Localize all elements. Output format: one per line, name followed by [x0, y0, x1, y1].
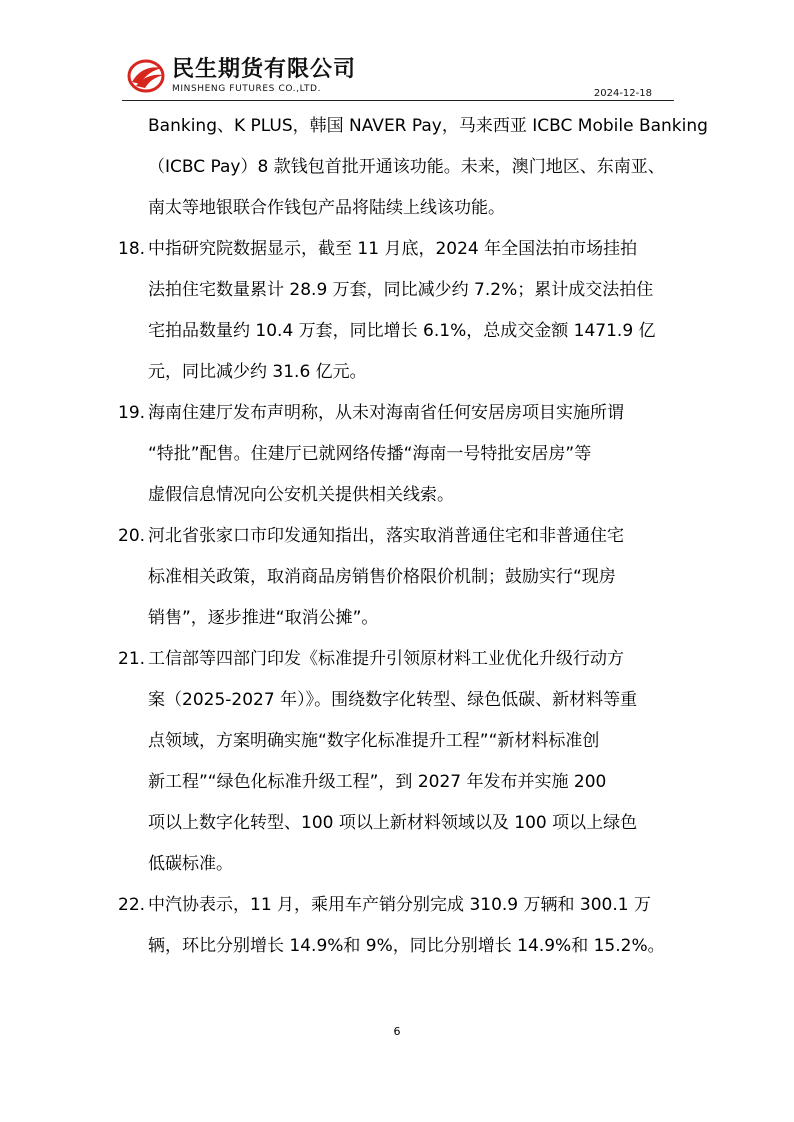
news-item-20 [118, 516, 678, 639]
item-17-continuation [118, 106, 708, 229]
item-text [148, 516, 678, 639]
text-line: 中指研究院数据显示，截至 11 月底，2024 年全国法拍市场挂拍 [148, 239, 638, 259]
text-line: 海南住建厅发布声明称，从未对海南省任何安居房项目实施所谓 [148, 403, 624, 423]
item-text [148, 393, 678, 516]
text-line: 低碳标准。 [148, 854, 233, 874]
report-date: 2024-12-18 [593, 88, 652, 99]
text-line: 虚假信息情况向公安机关提供相关线索。 [148, 485, 454, 505]
text-line: 法拍住宅数量累计 28.9 万套，同比减少约 7.2%；累计成交法拍住 [148, 280, 654, 300]
item-text [148, 885, 678, 967]
news-item-18 [118, 229, 678, 393]
company-name-cn: 民生期货有限公司 [172, 57, 357, 82]
text-line: Banking、K PLUS，韩国 NAVER Pay，马来西亚 ICBC Mobile Banking [148, 116, 708, 136]
item-number: 22. [118, 895, 146, 915]
text-line: 南太等地银联合作钱包产品将陆续上线该功能。 [148, 198, 505, 218]
news-item-19 [118, 393, 678, 516]
item-number: 19. [118, 403, 146, 423]
text-line: 中汽协表示，11 月，乘用车产销分别完成 310.9 万辆和 300.1 万 [148, 895, 651, 915]
text-line: 工信部等四部门印发《标准提升引领原材料工业优化升级行动方 [148, 649, 624, 669]
company-name-en: MINSHENG FUTURES CO.,LTD. [172, 84, 322, 94]
page-number: 6 [393, 1025, 401, 1038]
news-list [118, 106, 708, 967]
text-line: 销售”，逐步推进“取消公摊”。 [148, 608, 379, 628]
text-line: 元，同比减少约 31.6 亿元。 [148, 362, 367, 382]
text-line: 案（2025-2027 年）》。围绕数字化转型、绿色低碳、新材料等重 [148, 690, 638, 710]
text-line: 点领域，方案明确实施“数字化标准提升工程”“新材料标准创 [148, 731, 600, 751]
text-line: 宅拍品数量约 10.4 万套，同比增长 6.1%，总成交金额 1471.9 亿 [148, 321, 656, 341]
news-item-21 [118, 639, 678, 885]
item-text [148, 639, 678, 885]
text-line: 新工程”“绿色化标准升级工程”，到 2027 年发布并实施 200 [148, 772, 607, 792]
company-logo-icon [126, 58, 166, 94]
text-line: 河北省张家口市印发通知指出，落实取消普通住宅和非普通住宅 [148, 526, 624, 546]
item-text [148, 229, 678, 393]
header-divider [122, 100, 674, 101]
page-header [122, 54, 674, 100]
text-line: （ICBC Pay）8 款钱包首批开通该功能。未来，澳门地区、东南亚、 [148, 157, 665, 177]
text-line: “特批”配售。住建厅已就网络传播“海南一号特批安居房”等 [148, 444, 592, 464]
item-number: 20. [118, 526, 146, 546]
text-line: 辆，环比分别增长 14.9%和 9%，同比分别增长 14.9%和 15.2%。 [148, 936, 665, 956]
item-number: 21. [118, 649, 146, 669]
text-line: 标准相关政策，取消商品房销售价格限价机制；鼓励实行“现房 [148, 567, 616, 587]
text-line: 项以上数字化转型、100 项以上新材料领域以及 100 项以上绿色 [148, 813, 638, 833]
news-item-22 [118, 885, 678, 967]
item-number: 18. [118, 239, 146, 259]
